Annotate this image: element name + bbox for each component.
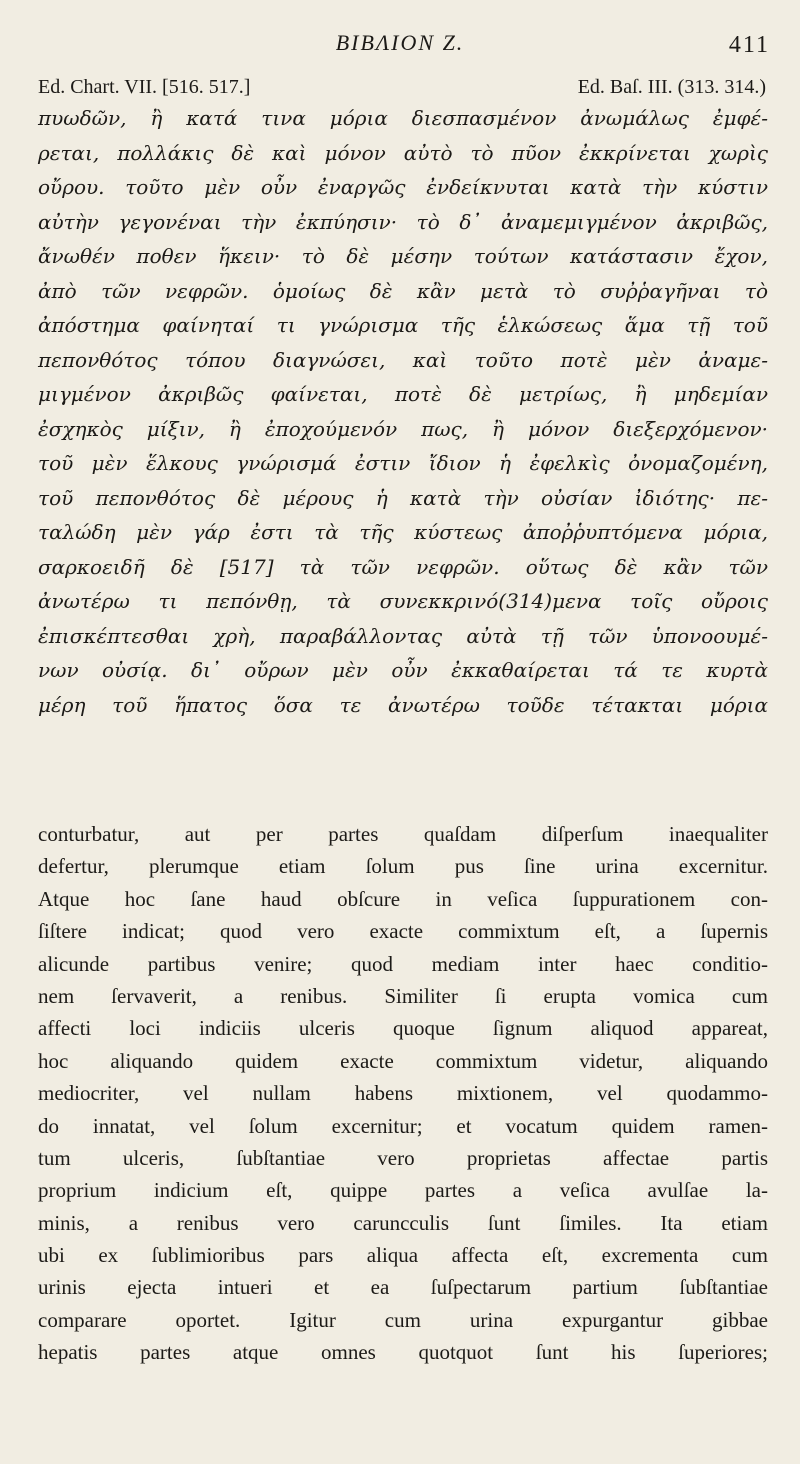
greek-text-line: τοῦ μὲν ἕλκους γνώρισμά ἐστιν ἴδιον ἡ ἐφελκὶς ὀνομαζομένη, xyxy=(38,451,768,475)
latin-text-block xyxy=(38,818,768,1369)
greek-text-line: ἄνωθέν ποθεν ἥκειν· τὸ δὲ μέσην τούτων κατάστασιν ἔχον, xyxy=(38,244,768,268)
latin-text-line: alicunde partibus venire; quod mediam inter haec conditio- xyxy=(38,951,768,976)
edition-basel-reference: Ed. Baſ. III. (313. 314.) xyxy=(577,76,766,98)
latin-text-line: defertur, plerumque etiam ſolum pus ſine urina excernitur. xyxy=(38,854,768,879)
latin-text-line: urinis ejecta intueri et ea ſuſpectarum partium ſubſtantiae xyxy=(38,1275,768,1300)
greek-text-line: αὐτὴν γεγονέναι τὴν ἐκπύησιν· τὸ δ᾽ ἀναμεμιγμένον ἀκριβῶς, xyxy=(38,209,768,234)
greek-text-line: τοῦ πεπονθότος δὲ μέρους ἡ κατὰ τὴν οὐσίαν ἰδιότης· πε- xyxy=(38,485,768,510)
running-head xyxy=(0,30,800,64)
latin-text-line: conturbatur, aut per partes quaſdam diſperſum inaequaliter xyxy=(38,822,768,846)
latin-text-line: minis, a renibus vero caruncculis ſunt ſimiles. Ita etiam xyxy=(38,1210,768,1235)
greek-text-block xyxy=(38,101,768,722)
latin-text-line: affecti loci indiciis ulceris quoque ſignum aliquod appareat, xyxy=(38,1016,768,1041)
greek-text-line: ἐσχηκὸς μίξιν, ἢ ἐποχούμενόν πως, ἢ μόνον διεξερχόμενον· xyxy=(38,416,768,441)
latin-text-line: hoc aliquando quidem exacte commixtum videtur, aliquando xyxy=(38,1048,768,1073)
greek-text-line: μιγμένον ἀκριβῶς φαίνεται, ποτὲ δὲ μετρίως, ἢ μηδεμίαν xyxy=(38,382,768,406)
latin-text-line: ubi ex ſublimioribus pars aliqua affecta eſt, excrementa cum xyxy=(38,1243,768,1268)
greek-text-line: ἐπισκέπτεσθαι χρὴ, παραβάλλοντας αὐτὰ τῇ τῶν ὑπονοουμέ- xyxy=(38,623,768,648)
latin-text-line: proprium indicium eſt, quippe partes a veſica avulſae la- xyxy=(38,1178,768,1203)
greek-text-line: ἀπὸ τῶν νεφρῶν. ὁμοίως δὲ κἂν μετὰ τὸ συῤῥαγῆναι τὸ xyxy=(38,278,768,303)
book-title: BIBΛION Z. xyxy=(335,30,465,55)
greek-text-line: οὔρου. τοῦτο μὲν οὖν ἐναργῶς ἐνδείκνυται κατὰ τὴν κύστιν xyxy=(38,175,768,199)
greek-text-line: πυωδῶν, ἢ κατά τινα μόρια διεσπασμένον ἀνωμάλως ἐμφέ- xyxy=(38,106,768,130)
latin-text-line: hepatis partes atque omnes quotquot ſunt his ſuperiores; xyxy=(38,1340,768,1365)
greek-text-line: ἀπόστημα φαίνηταί τι γνώρισμα τῆς ἑλκώσεως ἅμα τῇ τοῦ xyxy=(38,313,768,337)
latin-text-line: mediocriter, vel nullam habens mixtionem, vel quodammo- xyxy=(38,1081,768,1106)
latin-text-line: tum ulceris, ſubſtantiae vero proprietas affectae partis xyxy=(38,1145,768,1170)
latin-text-line: do innatat, vel ſolum excernitur; et vocatum quidem ramen- xyxy=(38,1113,768,1138)
latin-text-line: nem ſervaverit, a renibus. Similiter ſi erupta vomica cum xyxy=(38,983,768,1008)
greek-text-line: μέρη τοῦ ἥπατος ὅσα τε ἀνωτέρω τοῦδε τέτακται μόρια xyxy=(38,692,768,717)
page-number: 411 xyxy=(728,32,770,58)
greek-text-line: σαρκοειδῆ δὲ [517] τὰ τῶν νεφρῶν. οὕτως δὲ κἂν τῶν xyxy=(38,554,768,579)
greek-text-line: πεπονθότος τόπου διαγνώσει, καὶ τοῦτο ποτὲ μὲν ἀναμε- xyxy=(38,347,768,372)
edition-chart-reference: Ed. Chart. VII. [516. 517.] xyxy=(38,76,251,98)
greek-text-line: νων οὐσίᾳ. δι᾽ οὔρων μὲν οὖν ἐκκαθαίρεται τά τε κυρτὰ xyxy=(38,658,768,682)
greek-text-line: ταλώδη μὲν γάρ ἐστι τὰ τῆς κύστεως ἀποῤῥυπτόμενα μόρια, xyxy=(38,520,768,544)
greek-text-line: ρεται, πολλάκις δὲ καὶ μόνον αὐτὸ τὸ πῦον ἐκκρίνεται χωρὶς xyxy=(38,140,768,165)
greek-text-line: ἀνωτέρω τι πεπόνθῃ, τὰ συνεκκρινό(314)μενα τοῖς οὔροις xyxy=(38,589,768,613)
latin-text-line: ſiſtere indicat; quod vero exacte commixtum eſt, a ſupernis xyxy=(38,919,768,944)
latin-text-line: Atque hoc ſane haud obſcure in veſica ſuppurationem con- xyxy=(38,886,768,911)
latin-text-line: comparare oportet. Igitur cum urina expurgantur gibbae xyxy=(38,1307,768,1332)
